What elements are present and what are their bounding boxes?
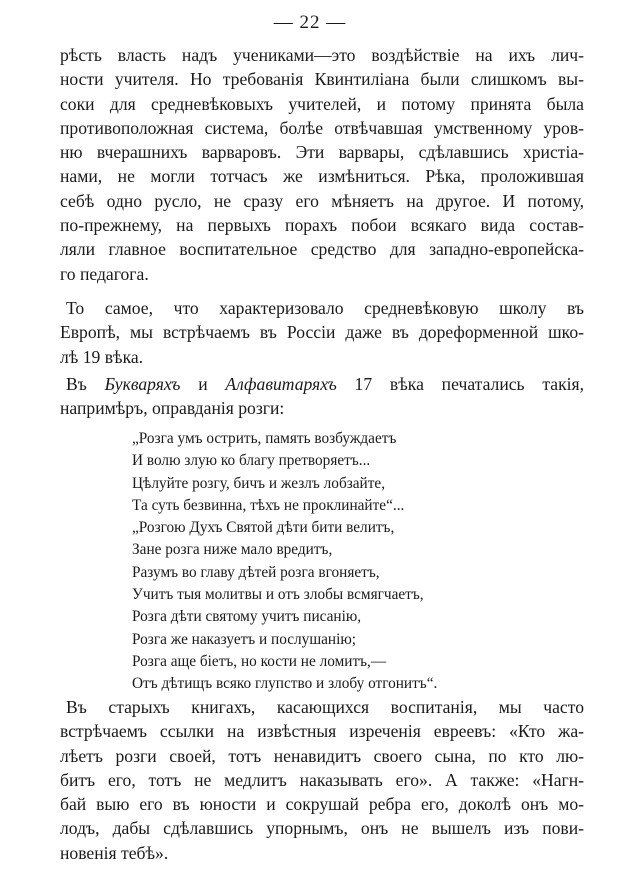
verse-line: „Розгою Духъ Святой дѣти бити велитъ, bbox=[132, 519, 395, 537]
paragraph-russia-school bbox=[60, 296, 584, 369]
text-line: ности учителя. Но требованія Квинтиліана были слишкомъ вы- bbox=[60, 69, 584, 90]
text-line: Въ старыхъ книгахъ, касающихся воспитанія, мы часто bbox=[66, 697, 584, 717]
verse-line: Отъ дѣтищъ всяко глупство и злобу отгонитъ“. bbox=[132, 675, 438, 693]
verse-line: Розга дѣти святому учитъ писанію, bbox=[132, 608, 362, 626]
text-line: лѣетъ розги своей, тотъ ненавидитъ своего сына, по кто лю- bbox=[60, 745, 584, 766]
verse-line: Зане розга ниже мало вредитъ, bbox=[132, 541, 333, 559]
verse-quotation bbox=[132, 428, 437, 696]
paragraph-quintilian bbox=[60, 43, 584, 286]
text-line: бай выю его въ юности и сокрушай ребра его, доколѣ онъ мо- bbox=[60, 794, 584, 815]
verse-line: Учитъ тыя молитвы и отъ злобы всмягчаетъ, bbox=[132, 586, 424, 604]
verse-line: Розга аще біетъ, но кости не ломитъ,— bbox=[132, 652, 387, 670]
text-line: напримѣръ, оправданія розги: bbox=[60, 398, 285, 419]
text-run: 17 вѣка печатались такія, bbox=[336, 374, 584, 394]
verse-line: Разумъ во главу дѣтей розга вгоняетъ, bbox=[132, 563, 380, 581]
text-line: себѣ одно русло, не сразу его мѣняетъ на другое. И потому, bbox=[60, 190, 584, 211]
text-line: нами, не могли тотчасъ же измѣниться. Рѣка, проложившая bbox=[60, 166, 584, 187]
text-line: противоположная система, болѣе отвѣчавшая умственному уров- bbox=[60, 117, 584, 138]
italic-term-alphabets: Алфавитаряхъ bbox=[225, 374, 337, 394]
paragraph-old-books bbox=[60, 695, 584, 865]
text-line: лѣ 19 вѣка. bbox=[60, 346, 144, 367]
paragraph-primers bbox=[60, 372, 584, 421]
italic-term-primers: Букваряхъ bbox=[104, 374, 181, 394]
text-line: лодъ, дабы сдѣлавшись упорнымъ, онъ не вышелъ изъ пови- bbox=[60, 818, 584, 839]
verse-line: Розга же наказуетъ и послушанію; bbox=[132, 630, 357, 648]
verse-line: „Розга умъ острить, память возбуждаетъ bbox=[132, 430, 397, 447]
text-line: по-прежнему, на первыхъ порахъ побои всякаго вида состав- bbox=[60, 215, 584, 236]
text-line: рѣсть власть надъ учениками—это воздѣйствіе на ихъ лич- bbox=[60, 45, 584, 65]
text-line: Европѣ, мы встрѣчаемъ въ Россіи даже въ дореформенной шко- bbox=[60, 322, 584, 343]
text-line: встрѣчаемъ ссылки на извѣстныя изреченія евреевъ: «Кто жа- bbox=[60, 721, 584, 742]
text-line: ляли главное воспитательное средство для западно-европейска- bbox=[60, 239, 584, 260]
page-number: — 22 — bbox=[273, 12, 347, 33]
verse-line: Та суть безвинна, тѣхъ не проклинайте“... bbox=[132, 496, 405, 514]
text-line: ню вчерашнихъ варваровъ. Эти варвары, сдѣлавшись христіа- bbox=[60, 142, 584, 163]
text-run: Въ bbox=[66, 374, 105, 394]
text-line: То самое, что характеризовало средневѣковую школу въ bbox=[66, 298, 584, 318]
verse-line: И волю злую ко благу претворяетъ... bbox=[132, 452, 371, 470]
text-run: и bbox=[180, 374, 226, 394]
text-line: битъ его, тотъ не медлитъ наказывать его». А также: «Нагн- bbox=[60, 769, 584, 790]
verse-line: Цѣлуйте розгу, бичъ и жезлъ лобзайте, bbox=[132, 474, 386, 492]
text-line: новенія тебѣ». bbox=[60, 842, 169, 863]
text-line: соки для средневѣковыхъ учителей, и потому принята была bbox=[60, 93, 584, 114]
text-line: го педагога. bbox=[60, 263, 149, 284]
text-line bbox=[60, 372, 584, 396]
